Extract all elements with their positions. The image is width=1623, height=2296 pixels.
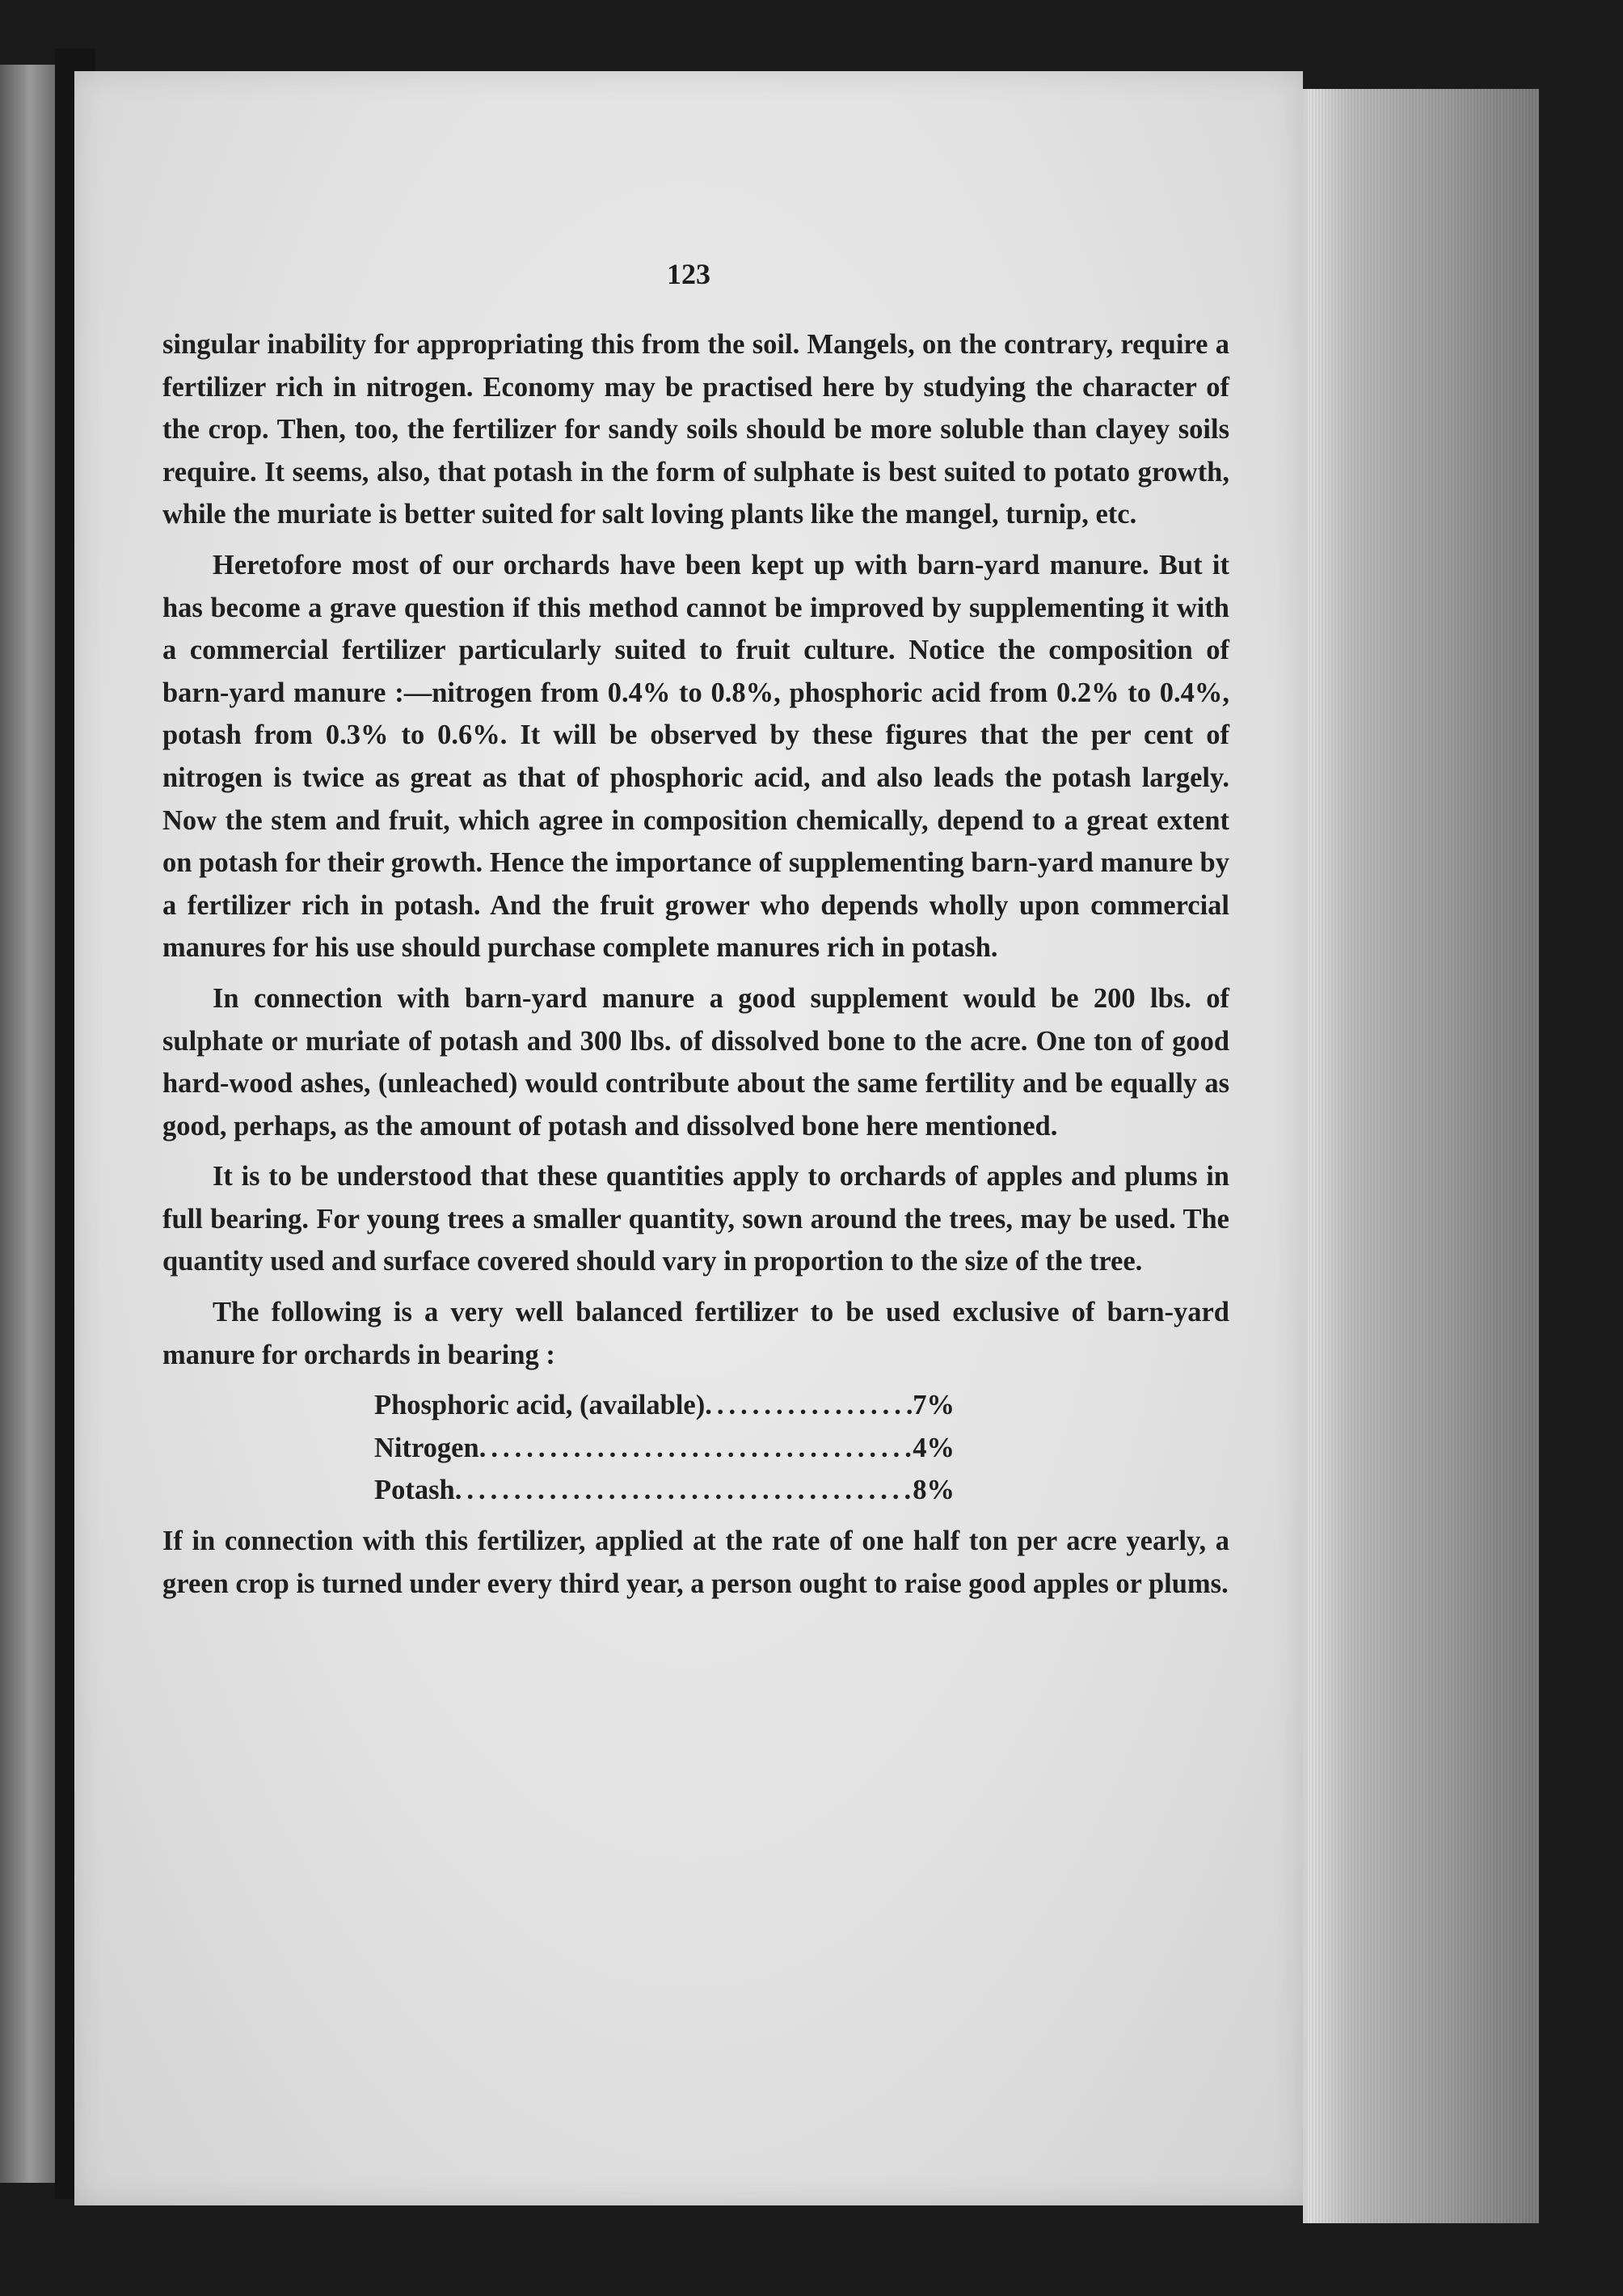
closing-paragraph: If in connection with this fertilizer, applied at the rate of one half ton per acre yearly, a green crop is turned under every third year, a person ought to raise good apples or plums. — [162, 1526, 1229, 1599]
dot-leader — [479, 1427, 913, 1470]
fertilizer-table — [162, 1384, 1229, 1512]
fertilizer-row-potash — [374, 1469, 955, 1512]
page-block-edge — [1303, 89, 1539, 2223]
fertilizer-value: 8% — [913, 1475, 955, 1506]
fertilizer-row-nitrogen — [374, 1427, 955, 1470]
page-number: 123 — [667, 258, 710, 290]
dot-leader — [705, 1384, 913, 1427]
fertilizer-value: 4% — [913, 1432, 955, 1463]
paragraph-2: Heretofore most of our orchards have been kept up with barn-yard manure. But it has become a grave question if this method cannot be improved by supplementing it with a commercial fertilizer particularly suited to fruit culture. Notice the composition of barn-yard manure :—nitrogen from 0.4% to 0.8%, phosphoric acid from 0.2% to 0.4%, potash from 0.3% to 0.6%. It will be observed by these figures that the per cent of nitrogen is twice as great as that of phosphoric acid, and also leads the potash largely. Now the stem and fruit, which agree in composition chemically, depend to a great extent on potash for their growth. Hence the importance of supplementing barn-yard manure by a fertilizer rich in potash. And the fruit grower who depends wholly upon commercial manures for his use should purchase complete manures rich in potash. — [162, 549, 1229, 964]
fertilizer-label: Phosphoric acid, (available) — [374, 1390, 706, 1421]
left-page-edge — [0, 65, 55, 2183]
page-body — [162, 323, 1229, 1613]
paragraph-3: In connection with barn-yard manure a good supplement would be 200 lbs. of sulphate or muriate of potash and 300 lbs. of dissolved bone to the acre. One ton of good hard-wood ashes, (unleached) would contribute about the same fertility and be equally as good, perhaps, as the amount of potash and dissolved bone here mentioned. — [162, 982, 1229, 1142]
paragraph-4: It is to be understood that these quantities apply to orchards of apples and plums in full bearing. For young trees a smaller quantity, sown around the trees, may be used. The quantity used and surface covered should vary in proportion to the size of the tree. — [162, 1161, 1229, 1277]
dot-leader — [455, 1469, 913, 1512]
fertilizer-value: 7% — [913, 1390, 955, 1421]
paragraph-5: The following is a very well balanced fertilizer to be used exclusive of barn-yard manure for orchards in bearing : — [162, 1297, 1229, 1370]
fertilizer-label: Nitrogen — [374, 1432, 479, 1463]
fertilizer-row-phosphoric-acid — [374, 1384, 955, 1427]
fertilizer-label: Potash — [374, 1475, 455, 1506]
paragraph-1: singular inability for appropriating this from the soil. Mangels, on the contrary, require a fertilizer rich in nitrogen. Economy may be practised here by studying the character of the crop. Then, too, the fertilizer for sandy soils should be more soluble than clayey soils require. It seems, also, that potash in the form of sulphate is best suited to potato growth, while the muriate is better suited for salt loving plants like the mangel, turnip, etc. — [162, 329, 1229, 530]
book-page — [74, 71, 1303, 2205]
